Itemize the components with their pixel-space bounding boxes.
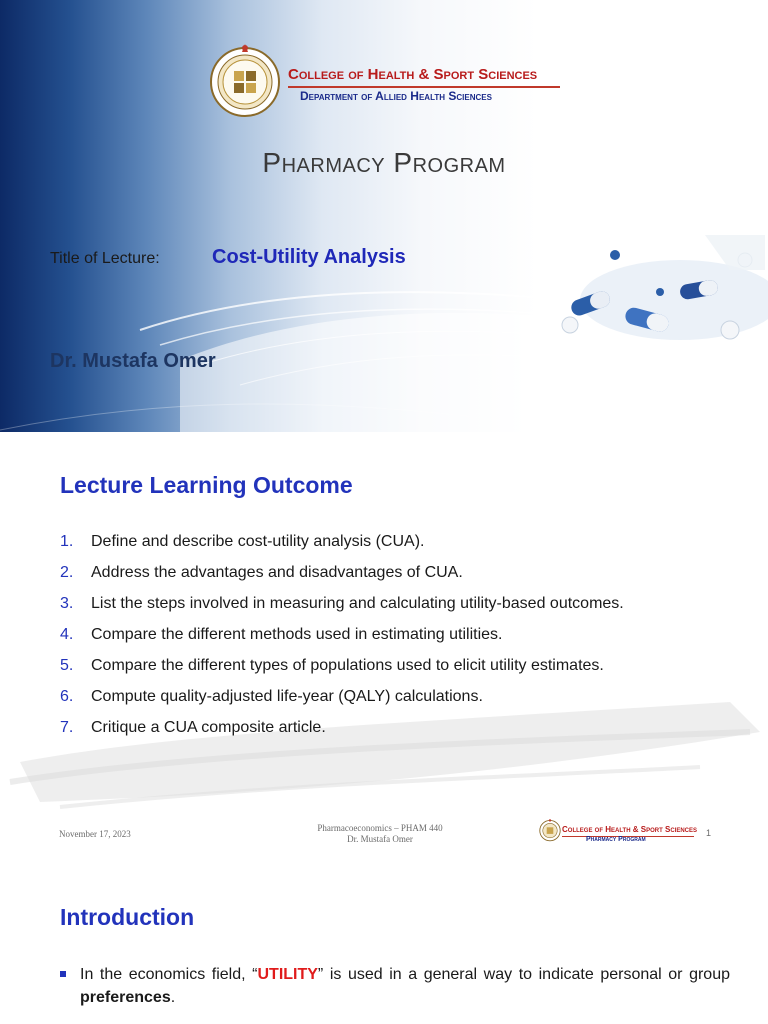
bullet-text-middle: ” is used in a general way to indicate personal or group [317, 966, 731, 983]
outcomes-slide [0, 432, 768, 864]
author-name: Dr. Mustafa Omer [50, 350, 216, 372]
outcome-item [60, 592, 720, 615]
outcome-number: 6. [60, 688, 74, 705]
outcome-number: 3. [60, 595, 74, 612]
outcome-item [60, 623, 720, 646]
outcome-text: Compute quality-adjusted life-year (QALY) calculations. [91, 688, 483, 705]
footer-course-title: Pharmacoeconomics – PHAM 440 [317, 823, 443, 833]
utility-highlight: UTILITY [257, 966, 318, 983]
outcome-text: List the steps involved in measuring and calculating utility-based outcomes. [91, 595, 624, 612]
bullet-text-start: In the economics field, “ [80, 966, 258, 983]
outcome-item [60, 685, 720, 708]
footer-seal-logo [538, 818, 562, 842]
outcome-item [60, 561, 720, 584]
outcome-number: 1. [60, 533, 74, 550]
outcome-number: 5. [60, 657, 74, 674]
outcomes-heading: Lecture Learning Outcome [60, 472, 353, 498]
outcome-text: Compare the different methods used in estimating utilities. [91, 626, 503, 643]
footer-college-name: College of Health & Sport Sciences [562, 825, 698, 834]
lecture-label: Title of Lecture: [50, 250, 160, 267]
outcome-text: Address the advantages and disadvantages of CUA. [91, 564, 463, 581]
lecture-title: Cost-Utility Analysis [212, 246, 406, 268]
outcome-text: Critique a CUA composite article. [91, 719, 326, 736]
preferences-emphasis: preferences [80, 989, 171, 1006]
outcome-number: 2. [60, 564, 74, 581]
bullet-square-icon [60, 971, 66, 977]
college-divider [288, 86, 560, 88]
college-name: College of Health & Sport Sciences [288, 66, 538, 83]
program-title: Pharmacy Program [262, 147, 506, 178]
outcome-item [60, 716, 720, 739]
footer-lecturer: Dr. Mustafa Omer [347, 834, 413, 844]
outcome-text: Define and describe cost-utility analysis (CUA). [91, 533, 425, 550]
introduction-bullet [60, 963, 730, 1009]
introduction-slide [0, 864, 768, 1024]
footer-date: November 17, 2023 [59, 829, 131, 839]
title-slide [0, 0, 768, 432]
page-number: 1 [706, 828, 712, 838]
outcome-number: 4. [60, 626, 74, 643]
outcome-text: Compare the different types of populations used to elicit utility estimates. [91, 657, 604, 674]
outcome-item [60, 654, 720, 677]
footer-course [290, 823, 470, 845]
introduction-heading: Introduction [60, 904, 195, 930]
department-name: Department of Allied Health Sciences [300, 89, 492, 103]
outcomes-list [60, 530, 720, 747]
pills-image [530, 230, 768, 360]
outcome-item [60, 530, 720, 553]
footer-program-name: Pharmacy Program [586, 836, 646, 843]
bullet-text-end: . [170, 989, 176, 1006]
outcome-number: 7. [60, 719, 74, 736]
university-seal-logo [205, 40, 285, 120]
